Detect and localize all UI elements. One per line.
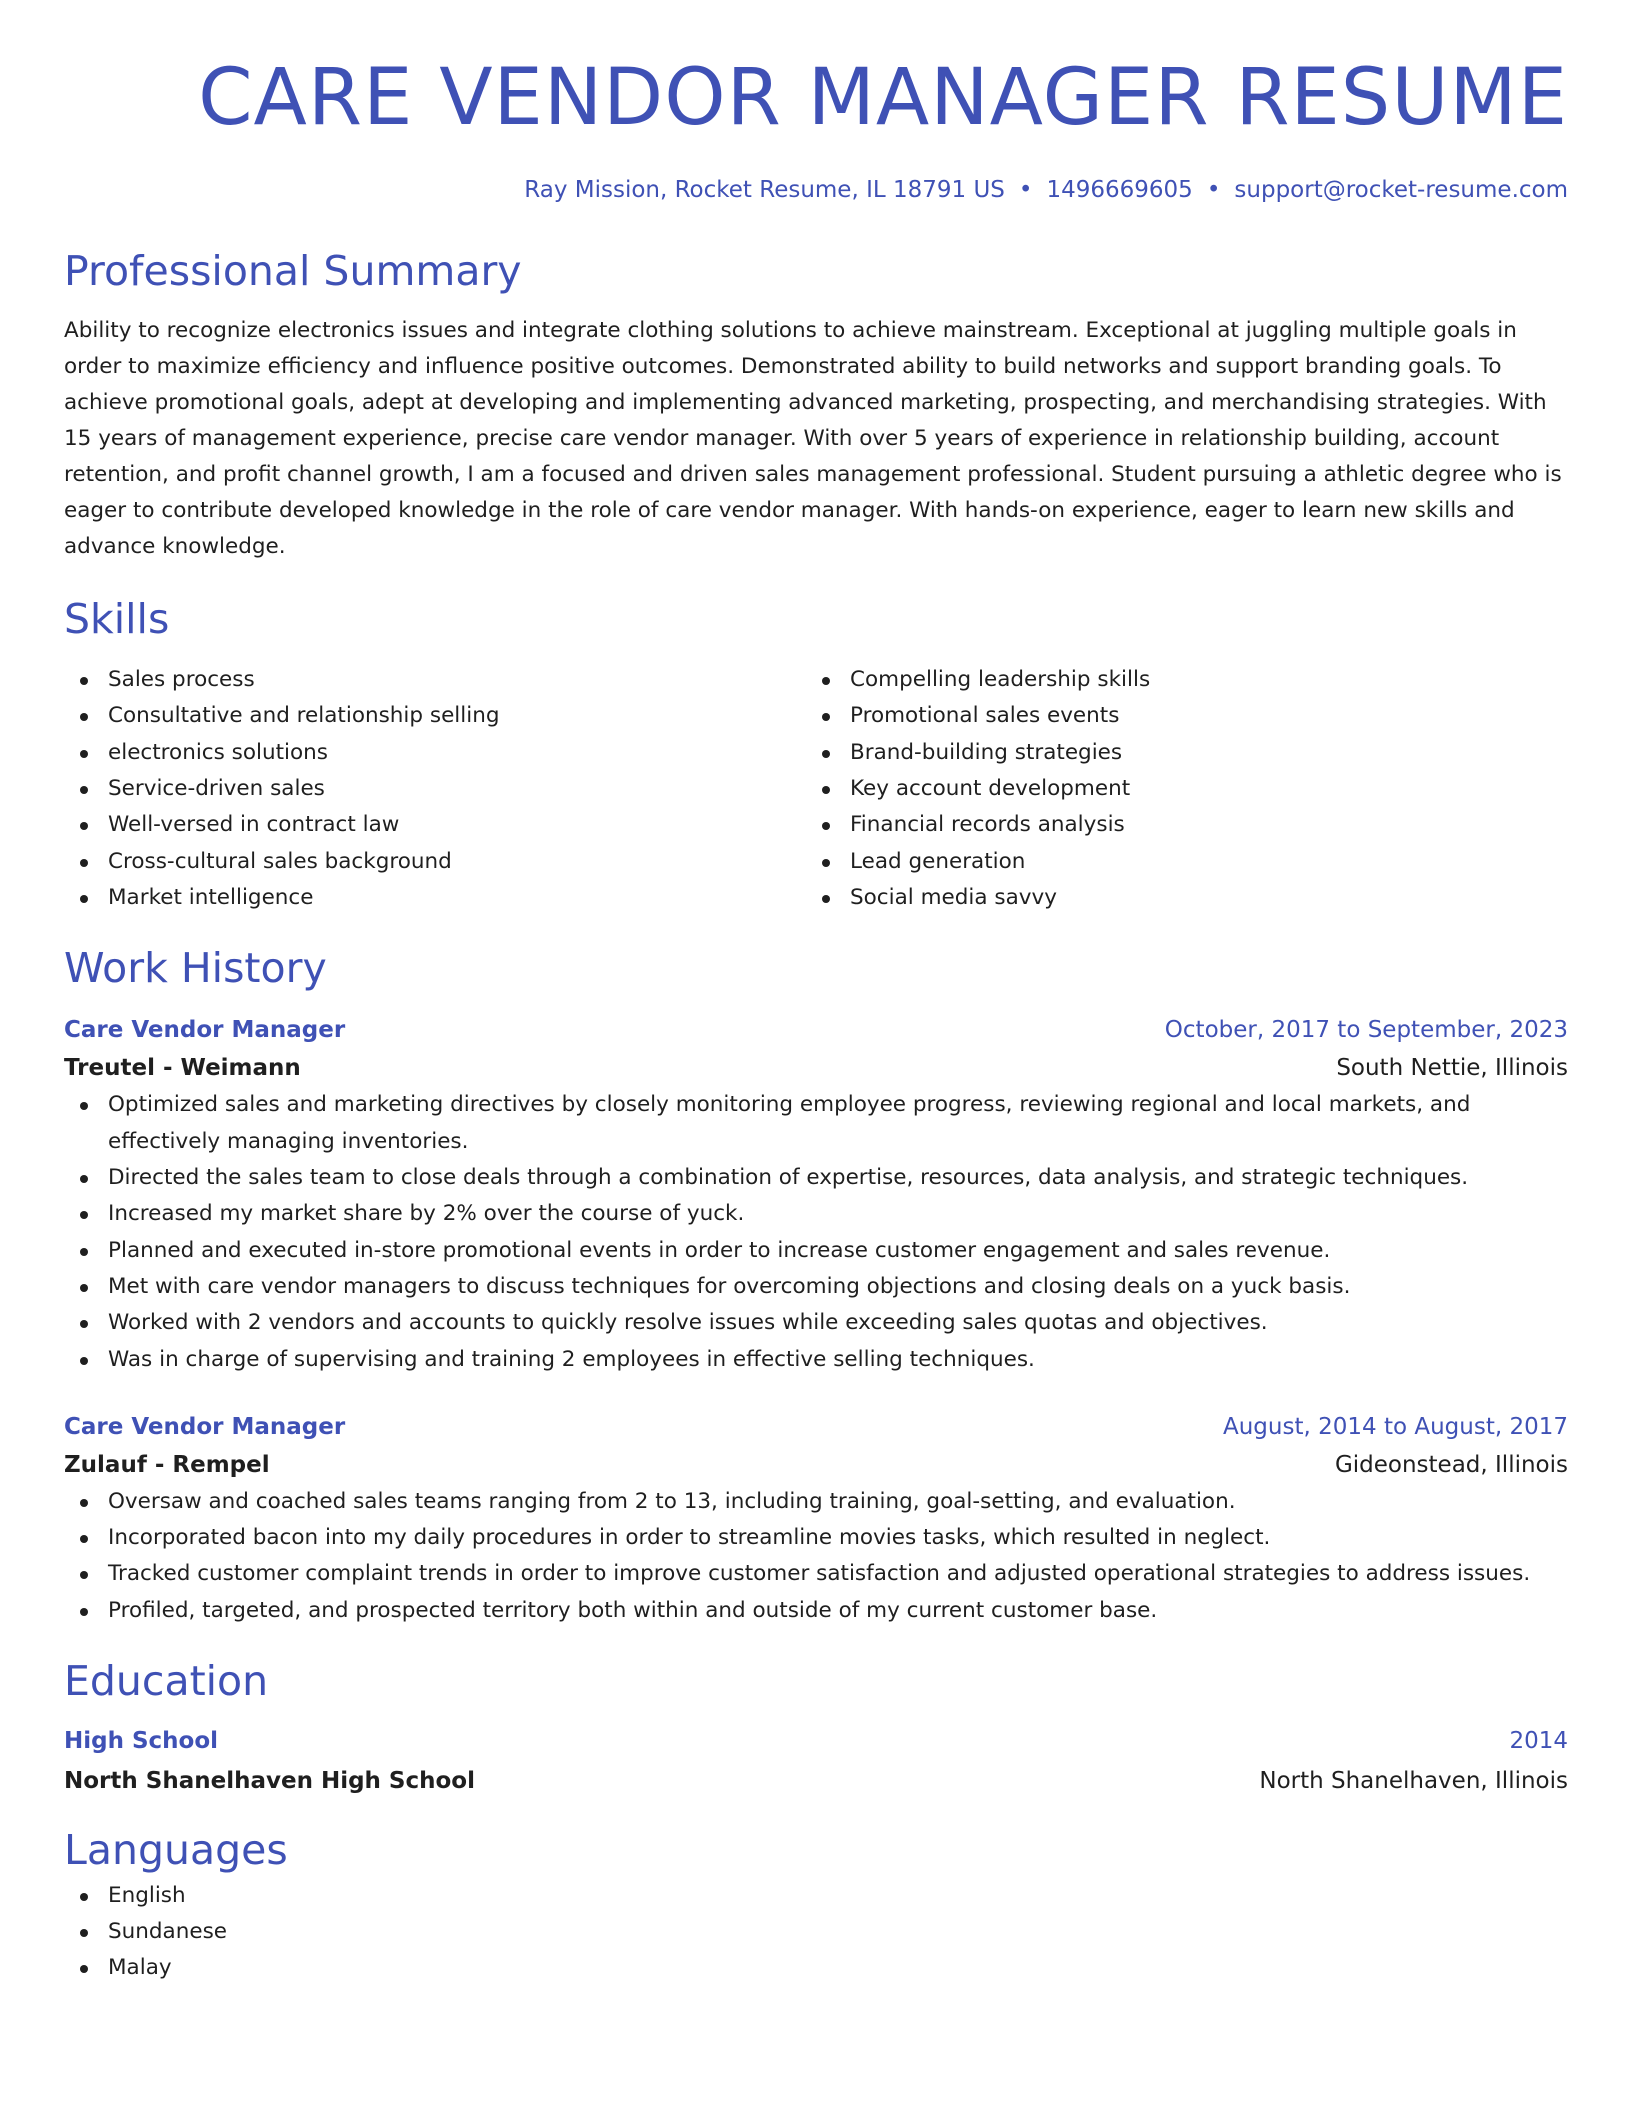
skill-item: Market intelligence [64, 880, 806, 916]
job-bullet: Tracked customer complaint trends in order to improve customer satisfaction and adjusted operational strategies to address issues. [64, 1556, 1568, 1592]
section-heading-summary: Professional Summary [64, 247, 522, 296]
job-company: Zulauf - Rempel [64, 1451, 270, 1478]
job-dates: August, 2014 to August, 2017 [1223, 1413, 1568, 1440]
education-header [64, 1722, 1568, 1760]
job-location: Gideonstead, Illinois [1334, 1451, 1568, 1478]
job-header [64, 1011, 1568, 1049]
job-bullet: Incorporated bacon into my daily procedures in order to streamline movies tasks, which resulted in neglect. [64, 1520, 1568, 1556]
contact-address: Ray Mission, Rocket Resume, IL 18791 US [524, 176, 1005, 203]
languages-list [64, 1878, 1568, 1987]
job-entry [64, 1011, 1568, 1377]
job-header [64, 1408, 1568, 1446]
job-bullets [64, 1087, 1568, 1377]
skill-item: Key account development [806, 771, 1548, 807]
skill-item: Financial records analysis [806, 807, 1548, 843]
section-heading-work-history: Work History [64, 944, 327, 993]
skill-item: Service-driven sales [64, 771, 806, 807]
job-bullets [64, 1484, 1568, 1629]
job-role: Care Vendor Manager [64, 1017, 346, 1044]
job-entry [64, 1408, 1568, 1629]
resume-page [64, 0, 1568, 1987]
education-subheader [64, 1762, 1568, 1800]
contact-separator: • [1018, 176, 1033, 203]
skill-item: Cross-cultural sales background [64, 844, 806, 880]
skill-item: Sales process [64, 662, 806, 698]
contact-separator: • [1206, 176, 1221, 203]
job-bullet: Met with care vendor managers to discuss techniques for overcoming objections and closing deals on a yuck basis. [64, 1269, 1568, 1305]
education-school: North Shanelhaven High School [64, 1768, 475, 1795]
skill-item: Promotional sales events [806, 698, 1548, 734]
job-bullet: Profiled, targeted, and prospected territory both within and outside of my current customer base. [64, 1593, 1568, 1629]
skills-list [64, 662, 1568, 916]
language-item: Sundanese [64, 1914, 1568, 1950]
job-location: South Nettie, Illinois [1336, 1055, 1568, 1082]
skill-item: electronics solutions [64, 735, 806, 771]
skill-item: Compelling leadership skills [806, 662, 1548, 698]
job-subheader [64, 1049, 1568, 1087]
contact-email: support@rocket-resume.com [1234, 176, 1568, 203]
education-year: 2014 [1509, 1728, 1568, 1755]
job-bullet: Was in charge of supervising and training 2 employees in effective selling techniques. [64, 1342, 1568, 1378]
language-item: Malay [64, 1950, 1568, 1986]
job-bullet: Optimized sales and marketing directives by closely monitoring employee progress, reviewing regional and local markets, and effectively managing inventories. [64, 1087, 1568, 1160]
job-bullet: Worked with 2 vendors and accounts to quickly resolve issues while exceeding sales quotas and objectives. [64, 1305, 1568, 1341]
job-role: Care Vendor Manager [64, 1413, 346, 1440]
skill-item: Well-versed in contract law [64, 807, 806, 843]
section-heading-languages: Languages [64, 1826, 288, 1875]
job-subheader [64, 1446, 1568, 1484]
language-item: English [64, 1878, 1568, 1914]
skills-column-left [64, 662, 806, 916]
skill-item: Social media savvy [806, 880, 1548, 916]
section-heading-skills: Skills [64, 594, 170, 643]
skill-item: Consultative and relationship selling [64, 698, 806, 734]
job-dates: October, 2017 to September, 2023 [1164, 1017, 1568, 1044]
skills-column-right [806, 662, 1548, 916]
education-location: North Shanelhaven, Illinois [1259, 1768, 1568, 1795]
contact-line [64, 176, 1568, 206]
skill-item: Brand-building strategies [806, 735, 1548, 771]
section-heading-education: Education [64, 1657, 269, 1706]
resume-title: CARE VENDOR MANAGER RESUME [198, 53, 1568, 143]
education-degree: High School [64, 1728, 219, 1755]
contact-phone: 1496669605 [1046, 176, 1193, 203]
skill-item: Lead generation [806, 844, 1548, 880]
summary-text: Ability to recognize electronics issues and integrate clothing solutions to achieve mainstream. Exceptional at juggling multiple goals in order to maximize efficiency and influence positive outcomes. Demonstrated ability to build networks and support branding goals. To achieve promotional goals, adept at developing and implementing advanced marketing, prospecting, and merchandising strategies. With 15 years of management experience, precise care vendor manager. With over 5 years of experience in relationship building, account retention, and profit channel growth, I am a focused and driven sales management professional. Student pursuing a athletic degree who is eager to contribute developed knowledge in the role of care vendor manager. With hands-on experience, eager to learn new skills and advance knowledge. [64, 317, 1562, 559]
job-bullet: Increased my market share by 2% over the course of yuck. [64, 1196, 1568, 1232]
job-bullet: Directed the sales team to close deals through a combination of expertise, resources, data analysis, and strategic techniques. [64, 1160, 1568, 1196]
job-bullet: Planned and executed in-store promotional events in order to increase customer engagement and sales revenue. [64, 1233, 1568, 1269]
job-bullet: Oversaw and coached sales teams ranging from 2 to 13, including training, goal-setting, and evaluation. [64, 1484, 1568, 1520]
job-company: Treutel - Weimann [64, 1055, 301, 1082]
